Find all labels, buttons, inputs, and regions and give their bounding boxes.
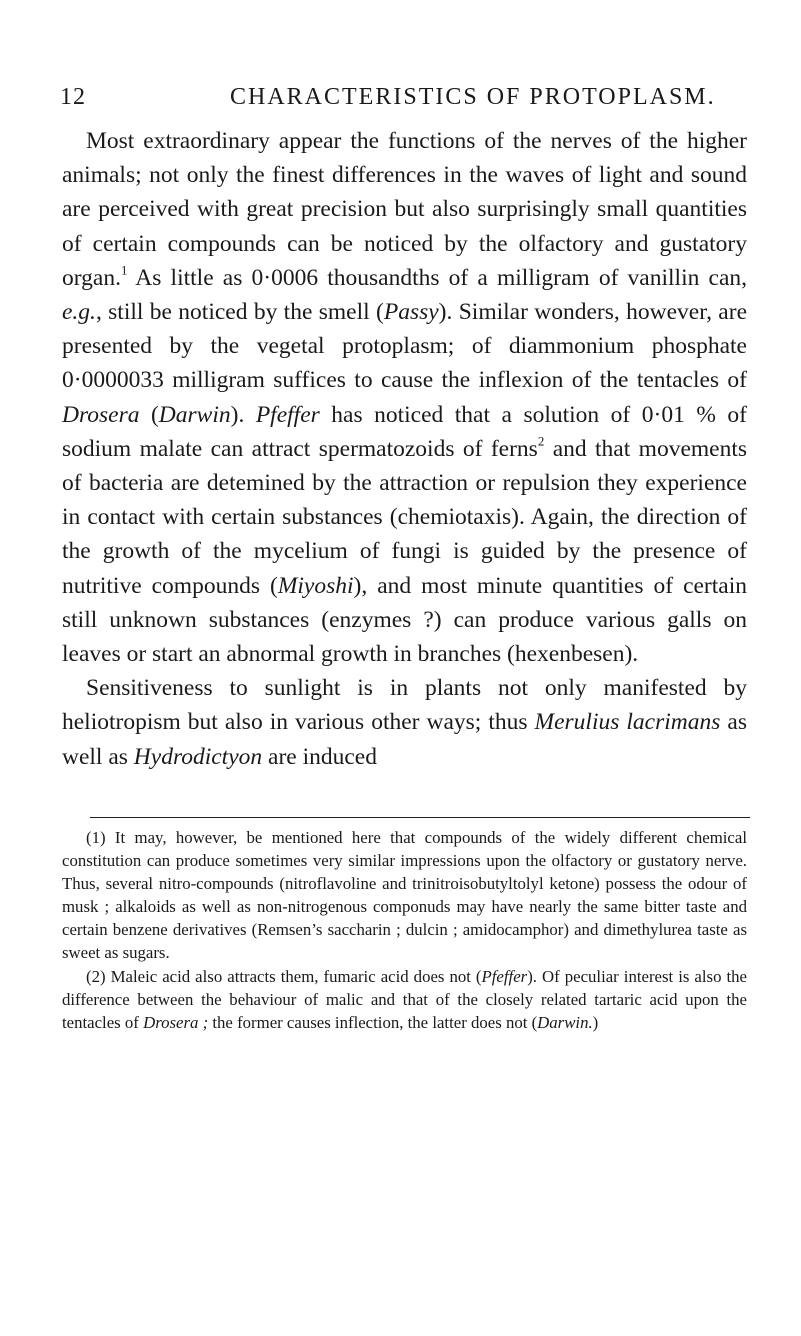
genus-name: Drosera ; [143, 1012, 209, 1032]
footnote-ref-2: 2 [537, 433, 545, 449]
text-segment: ) [592, 1012, 599, 1032]
footnote-ref-1: 1 [120, 262, 128, 278]
author-name: Miyoshi [277, 572, 354, 599]
text-segment: ). [230, 401, 256, 428]
page-number: 12 [60, 84, 86, 110]
text-segment: , still be noticed by the smell ( [95, 299, 384, 326]
main-text [62, 124, 747, 774]
footnote-divider [90, 817, 750, 818]
footnote-1: (1) It may, however, be mentioned here that compounds of the widely different chemical constitution can produce sometimes very similar impressions upon the olfactory or gustatory nerve. Thus, several nitro-compounds (nitroflavoline and trinitroisobutyltolyl ketone) possess the odour of musk ; alkaloids as well as non-nitrogenous componuds may have nearly the same bitter taste and certain benzene derivatives (Remsen’s saccharin ; dulcin ; amidocamphor) and dimethylurea taste as sweet as sugars. [62, 828, 747, 963]
text-segment: Most extraordinary appear the functions of the nerves of the higher animals; not only the finest differences in the waves of light and sound are perceived with great precision but also surprisingly small quantities of certain compounds can be noticed by the olfactory and gustatory organ. [62, 128, 747, 291]
text-segment: the former causes inflection, the latter does not ( [208, 1012, 538, 1032]
author-name: Darwin. [537, 1012, 593, 1032]
footnote-2 [62, 965, 747, 1034]
author-name: Darwin [158, 401, 231, 428]
italic-term: e.g. [62, 299, 96, 326]
text-segment: ). Of peculiar interest is also the difference between the behaviour of malic and that of the closely related tartaric acid upon the tentacles of [62, 966, 747, 1032]
text-segment: ). Similar wonders, however, are presented by the vegetal protoplasm; of diammonium phosphate 0·0000033 milligram suffices to cause the inflexion of the tentacles of [62, 299, 747, 394]
paragraph-1 [62, 124, 747, 671]
author-name: Pfeffer [481, 966, 528, 986]
text-segment: ), and most minute quantities of certain still unknown substances (enzymes ?) can produce various galls on leaves or start an abnormal growth in branches (hexenbesen). [62, 572, 747, 668]
text-segment: (2) Maleic acid also attracts them, fumaric acid does not ( [86, 966, 482, 986]
text-segment: Sensitiveness to sunlight is in plants not only manifested by heliotropism but also in various other ways; thus [62, 675, 747, 736]
author-name: Pfeffer [255, 401, 320, 428]
footnotes [62, 826, 747, 1034]
running-title: CHARACTERISTICS OF PROTOPLASM. [230, 84, 716, 110]
species-name: Merulius lacrimans [534, 709, 721, 736]
genus-name: Drosera [62, 401, 140, 428]
text-segment: ( [139, 401, 159, 428]
author-name: Passy [383, 299, 439, 326]
text-segment: are induced [262, 743, 377, 770]
page-header [60, 84, 741, 118]
text-segment: and that movements of bacteria are detemined by the attraction or repulsion they experience in contact with certain substances (chemiotaxis). Again, the direction of the growth of the mycelium of fungi is guided by the presence of nutritive compounds ( [62, 435, 748, 599]
genus-name: Hydrodictyon [133, 743, 263, 770]
text-segment: has noticed that a solution of 0·01 % of sodium malate can attract spermatozoids of ferns [62, 401, 747, 462]
text-segment: as well as [62, 709, 747, 770]
text-segment: As little as 0·0006 thousandths of a milligram of vanillin can, [127, 264, 747, 291]
paragraph-2 [62, 671, 747, 774]
